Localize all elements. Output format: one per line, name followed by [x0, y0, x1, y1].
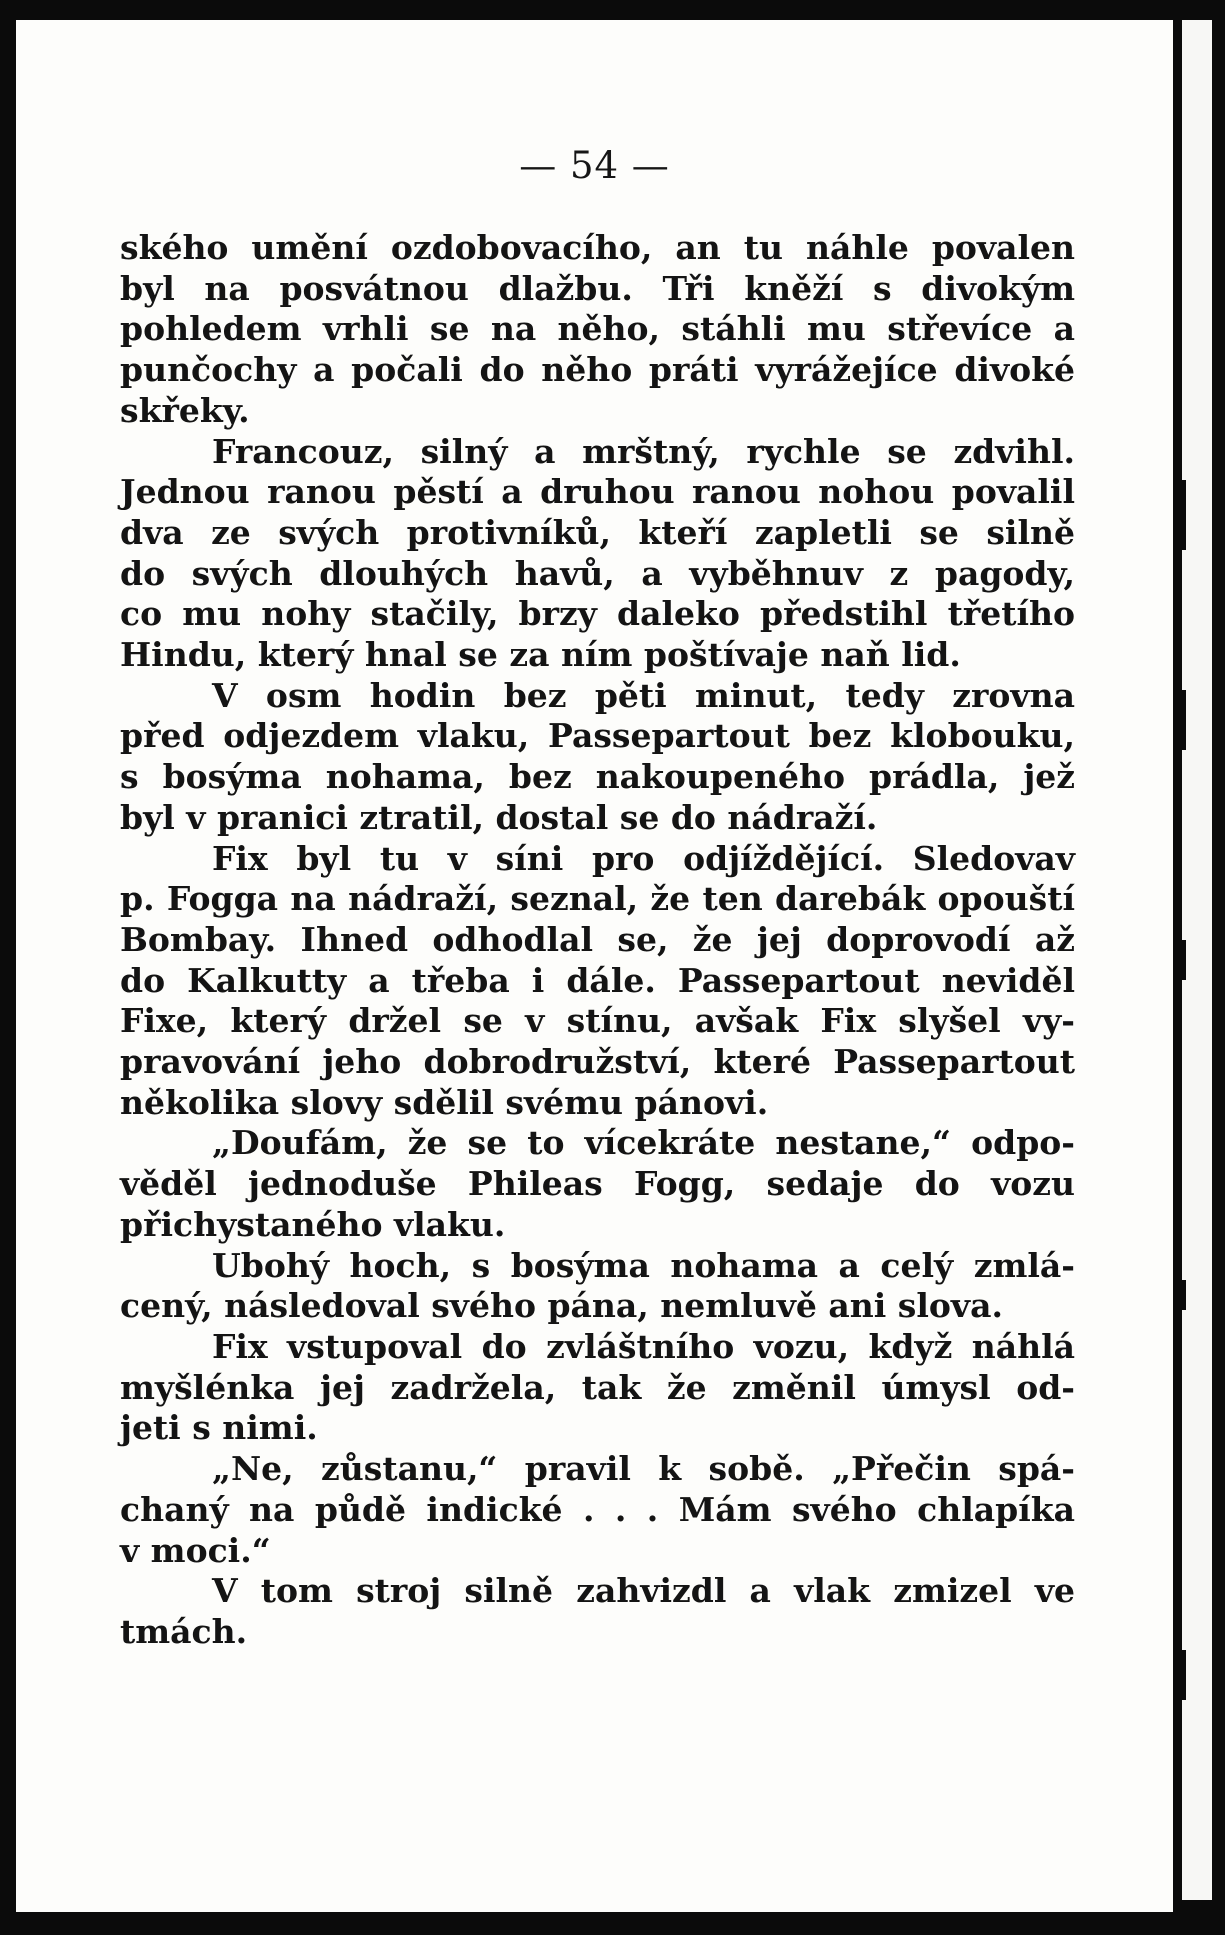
text-line: co mu nohy stačily, brzy daleko předstihl třetího [120, 594, 1075, 634]
text-line: Jednou ranou pěstí a druhou ranou nohou povalil [120, 472, 1075, 512]
body-text [120, 228, 1075, 1653]
text-line: myšlénka jej zadržela, tak že změnil úmysl od- [120, 1367, 1075, 1407]
text-line: Francouz, silný a mrštný, rychle se zdvihl. [212, 431, 1075, 471]
text-line: v moci.“ [120, 1530, 271, 1570]
text-line: pohledem vrhli se na něho, stáhli mu střevíce a [120, 309, 1075, 349]
scan-edge-mark [1182, 690, 1186, 750]
text-line: před odjezdem vlaku, Passepartout bez klobouku, [120, 716, 1075, 756]
adjacent-page-edge [1182, 20, 1212, 1900]
text-line: Ubohý hoch, s bosýma nohama a celý zmlá- [212, 1245, 1075, 1285]
text-line: dva ze svých protivníků, kteří zapletli se silně [120, 512, 1075, 552]
book-page [16, 20, 1173, 1912]
text-line: cený, následoval svého pána, nemluvě ani slova. [120, 1286, 1003, 1326]
scan-edge-mark [1182, 480, 1186, 550]
text-line: byl na posvátnou dlažbu. Tři kněží s divokým [120, 268, 1075, 308]
scan-edge-mark [1182, 940, 1186, 980]
text-line: V tom stroj silně zahvizdl a vlak zmizel ve [212, 1571, 1075, 1611]
text-line: do svých dlouhých havů, a vyběhnuv z pagody, [120, 553, 1075, 593]
text-line: pravování jeho dobrodružství, které Passepartout [120, 1042, 1075, 1082]
text-line: do Kalkutty a třeba i dále. Passepartout neviděl [120, 960, 1075, 1000]
text-line: Fix byl tu v síni pro odjíždějící. Sledovav [212, 838, 1075, 878]
text-line: Fix vstupoval do zvláštního vozu, když náhlá [212, 1326, 1075, 1366]
text-line: Bombay. Ihned odhodlal se, že jej doprovodí až [120, 919, 1075, 959]
scan-edge-mark [1182, 1650, 1186, 1700]
text-line: byl v pranici ztratil, dostal se do nádraží. [120, 797, 878, 837]
text-line: s bosýma nohama, bez nakoupeného prádla, jež [120, 757, 1075, 797]
text-line: „Ne, zůstanu,“ pravil k sobě. „Přečin spá- [212, 1449, 1075, 1489]
text-line: několika slovy sdělil svému pánovi. [120, 1082, 769, 1122]
text-line: punčochy a počali do něho práti vyrážejíce divoké [120, 350, 1075, 390]
text-line: p. Fogga na nádraží, seznal, že ten darebák opouští [120, 879, 1075, 919]
text-line: chaný na půdě indické . . . Mám svého chlapíka [120, 1489, 1075, 1529]
text-line: Fixe, který držel se v stínu, avšak Fix slyšel vy- [120, 1001, 1075, 1041]
text-line: ského umění ozdobovacího, an tu náhle povalen [120, 228, 1075, 267]
text-line: skřeky. [120, 390, 250, 430]
text-line: přichystaného vlaku. [120, 1204, 506, 1244]
text-line: věděl jednoduše Phileas Fogg, sedaje do vozu [120, 1164, 1075, 1204]
text-line: tmách. [120, 1611, 248, 1651]
text-line: Hindu, který hnal se za ním poštívaje naň lid. [120, 635, 961, 675]
text-line: „Doufám, že se to vícekráte nestane,“ odpo- [212, 1123, 1075, 1163]
text-line: jeti s nimi. [120, 1408, 318, 1448]
scan-edge-mark [1182, 1280, 1186, 1310]
text-line: V osm hodin bez pěti minut, tedy zrovna [212, 675, 1075, 715]
page-number: — 54 — [519, 144, 670, 187]
